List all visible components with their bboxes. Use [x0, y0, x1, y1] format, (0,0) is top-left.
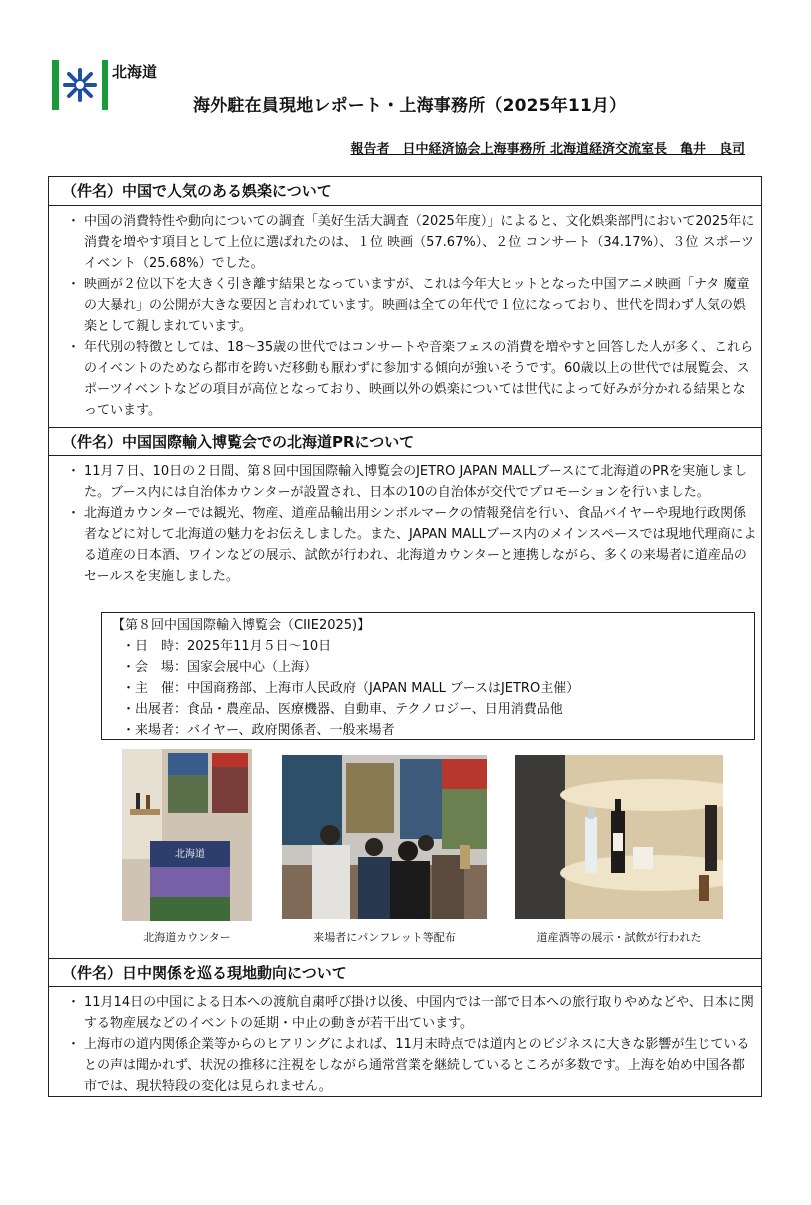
- bullet-item: ・ 11月７日、10日の２日間、第８回中国国際輸入博覧会のJETRO JAPAN MALLブースにて北海道のPRを実施しました。ブース内には自治体カウンターが設置され、日本の10の自治体が交代でプロモーションを行いました。: [71, 461, 757, 503]
- expo-venue: ・会 場：国家会展中心（上海）: [122, 660, 318, 675]
- section-heading-expo-pr: （件名）中国国際輸入博覧会での北海道PRについて: [49, 427, 761, 456]
- bullet-item: ・ 上海市の道内関係企業等からのヒアリングによれば、11月末時点では道内とのビジネスに大きな影響が生じているとの声は聞かれず、状況の推移に注視をしながら通常営業を継続しているところが多数です。上海を始め中国各都市では、現状特段の変化は見られません。: [71, 1034, 757, 1097]
- counter-sign-text: 北海道: [175, 849, 205, 860]
- bullet-item: ・ 中国の消費特性や動向についての調査「美好生活大調査（2025年度）」によると、文化娯楽部門において2025年に消費を増やす項目として上位に選ばれたのは、１位 映画（57.67%）、２位 コンサート（34.17%）、３位 スポーツイベント（25.68%）でした。: [71, 211, 757, 274]
- photo-caption: 北海道カウンター: [143, 931, 231, 944]
- report-frame: [48, 176, 762, 1097]
- photo-sake-display: [515, 755, 723, 919]
- expo-info-box: [101, 612, 755, 740]
- expo-organizer: ・主 催：中国商務部、上海市人民政府（JAPAN MALL ブースはJETRO主催）: [122, 681, 580, 696]
- expo-pr-bullets: [71, 461, 757, 587]
- expo-exhibitors: ・出展者：食品・農産品、医療機器、自動車、テクノロジー、日用消費品他: [122, 702, 563, 717]
- section-heading-entertainment: （件名）中国で人気のある娯楽について: [49, 177, 761, 206]
- photo-caption: 来場者にパンフレット等配布: [313, 931, 456, 944]
- expo-visitors: ・来場者：バイヤー、政府関係者、一般来場者: [122, 723, 395, 738]
- bullet-item: ・ 映画が２位以下を大きく引き離す結果となっていますが、これは今年大ヒットとなった中国アニメ映画「ナタ 魔童の大暴れ」の公開が大きな要因と言われています。映画は全ての年代で１位になっており、世代を問わず人気の娯楽として親しまれています。: [71, 274, 757, 337]
- hokkaido-logo: [52, 60, 108, 110]
- reporter-line: 報告者 日中経済協会上海事務所 北海道経済交流室長 亀井 良司: [350, 142, 745, 157]
- photo-caption: 道産酒等の展示・試飲が行われた: [536, 931, 702, 944]
- bullet-item: ・ 11月14日の中国による日本への渡航自粛呼び掛け以後、中国内では一部で日本への旅行取りやめなどや、日本に関する物産展などのイベントの延期・中止の動きが若干出ています。: [71, 992, 757, 1034]
- expo-dates: ・日 時：2025年11月５日～10日: [122, 639, 332, 654]
- bullet-item: ・ 年代別の特徴としては、18～35歳の世代ではコンサートや音楽フェスの消費を増やすと回答した人が多く、これらのイベントのためなら都市を跨いだ移動も厭わずに参加する傾向が強いそうです。60歳以上の世代では展覧会、スポーツイベントなどの項目が高位となっており、映画以外の娯楽については世代によって好みが分かれる結果となっています。: [71, 337, 757, 421]
- org-name: 北海道: [112, 63, 158, 81]
- expo-title: 【第８回中国国際輸入博覧会（CIIE2025)】: [112, 618, 371, 633]
- bullet-item: ・ 北海道カウンターでは観光、物産、道産品輸出用シンボルマークの情報発信を行い、食品バイヤーや現地行政関係者などに対して北海道の魅力をお伝えしました。また、JAPAN MALLブース内のメインスペースでは現地代理商による道産の日本酒、ワインなどの展示、試飲が行われ、北海道カウンターと連携しながら、多くの来場者に道産品のセールスを実施しました。: [71, 503, 757, 587]
- photo-pamphlet-distribution: [282, 755, 487, 919]
- section-heading-japan-china-relations: （件名）日中関係を巡る現地動向について: [49, 958, 761, 987]
- entertainment-bullets: [71, 211, 757, 421]
- page-title: 海外駐在員現地レポート・上海事務所（2025年11月）: [193, 96, 627, 116]
- photo-hokkaido-counter: [122, 749, 252, 921]
- relations-bullets: [71, 992, 757, 1097]
